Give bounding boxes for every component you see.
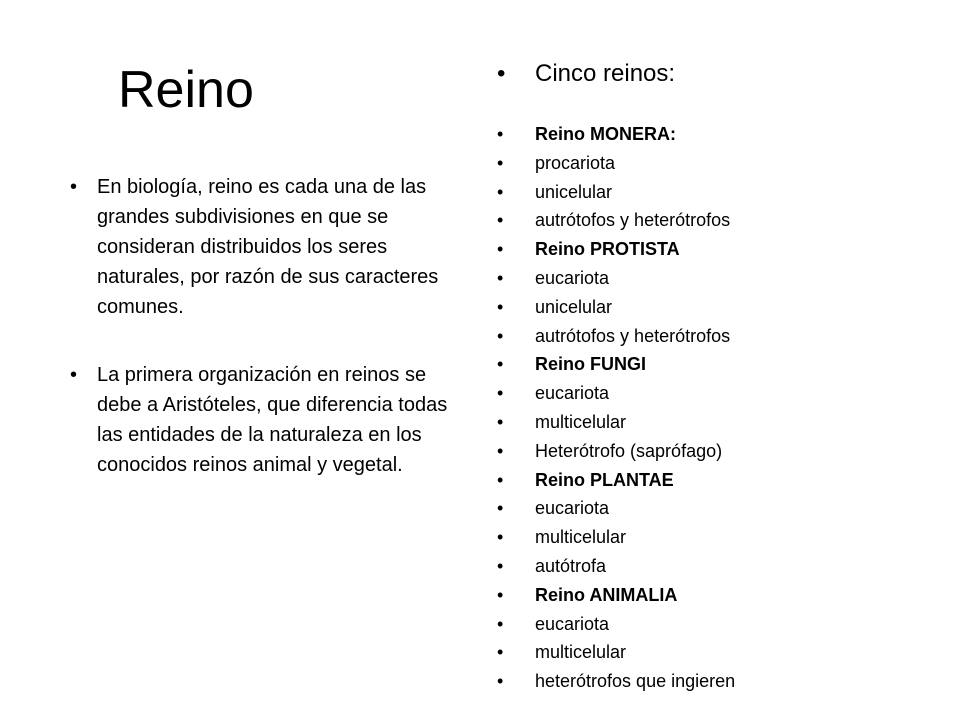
intro-bullet-text: La primera organización en reinos se debe a Aristóteles, que diferencia todas las entidades de la naturaleza en los conocidos reinos animal y vegetal. [97,364,448,476]
bullet-icon: • [497,60,506,87]
kingdom-trait: eucariota [535,383,610,404]
bullet-icon: • [497,181,504,202]
bullet-icon: • [497,584,504,605]
kingdom-trait-item [497,638,937,667]
kingdom-trait-item [497,667,937,696]
kingdom-trait-item [497,322,937,351]
intro-bullet-list [70,172,462,480]
kingdom-heading-item [497,350,937,379]
bullet-icon: • [497,440,504,461]
bullet-icon: • [497,498,504,519]
kingdom-trait: multicelular [535,527,627,548]
kingdom-trait-item [497,206,937,235]
bullet-icon: • [497,152,504,173]
kingdom-heading-item [497,235,937,264]
kingdom-trait-item [497,437,937,466]
kingdom-trait-item [497,610,937,639]
bullet-icon: • [70,364,78,386]
kingdom-trait: multicelular [535,411,627,432]
bullet-icon: • [497,555,504,576]
kingdom-trait: procariota [535,152,616,173]
intro-bullet-text: En biología, reino es cada una de las grandes subdivisiones en que se consideran distribuidos los seres naturales, por razón de sus caracteres comunes. [97,176,439,318]
kingdom-trait-item [497,408,937,437]
slide-title: Reino [118,61,254,119]
kingdom-heading-item [497,581,937,610]
kingdom-heading-item [497,466,937,495]
kingdom-trait: eucariota [535,267,610,288]
kingdom-trait: eucariota [535,613,610,634]
kingdom-trait: heterótrofos que ingieren [535,671,736,692]
bullet-icon: • [497,210,504,231]
kingdom-name: Reino ANIMALIA [535,584,678,605]
kingdom-heading-item [497,120,937,149]
kingdom-trait-item [497,149,937,178]
kingdoms-list [497,120,937,696]
kingdom-trait-item [497,379,937,408]
bullet-icon: • [497,239,504,260]
intro-bullet-item [70,360,462,480]
kingdom-trait: eucariota [535,498,610,519]
kingdom-trait-item [497,494,937,523]
bullet-icon: • [497,411,504,432]
kingdom-trait-item [497,552,937,581]
kingdom-trait: autrótofos y heterótrofos [535,210,731,231]
bullet-icon: • [497,469,504,490]
kingdom-trait-item [497,523,937,552]
kingdom-trait-item [497,293,937,322]
kingdom-trait: unicelular [535,181,613,202]
intro-bullet-item [70,172,462,322]
bullet-icon: • [497,296,504,317]
bullet-icon: • [497,383,504,404]
kingdom-trait: Heterótrofo (saprófago) [535,440,723,461]
kingdom-trait: unicelular [535,296,613,317]
bullet-icon: • [497,267,504,288]
kingdoms-heading-text: Cinco reinos: [535,60,676,87]
kingdom-trait: autótrofa [535,555,607,576]
bullet-icon: • [497,613,504,634]
bullet-icon: • [70,176,78,198]
bullet-icon: • [497,671,504,692]
kingdom-name: Reino PROTISTA [535,239,680,260]
kingdom-trait: autrótofos y heterótrofos [535,325,731,346]
kingdom-trait: multicelular [535,642,627,663]
kingdom-name: Reino FUNGI [535,354,646,375]
kingdom-trait-item [497,178,937,207]
kingdoms-heading [497,56,675,92]
bullet-icon: • [497,642,504,663]
kingdom-name: Reino PLANTAE [535,469,674,490]
kingdom-trait-item [497,264,937,293]
bullet-icon: • [497,124,504,144]
bullet-icon: • [497,527,504,548]
kingdom-name: Reino MONERA: [535,124,676,144]
bullet-icon: • [497,325,504,346]
bullet-icon: • [497,354,504,375]
